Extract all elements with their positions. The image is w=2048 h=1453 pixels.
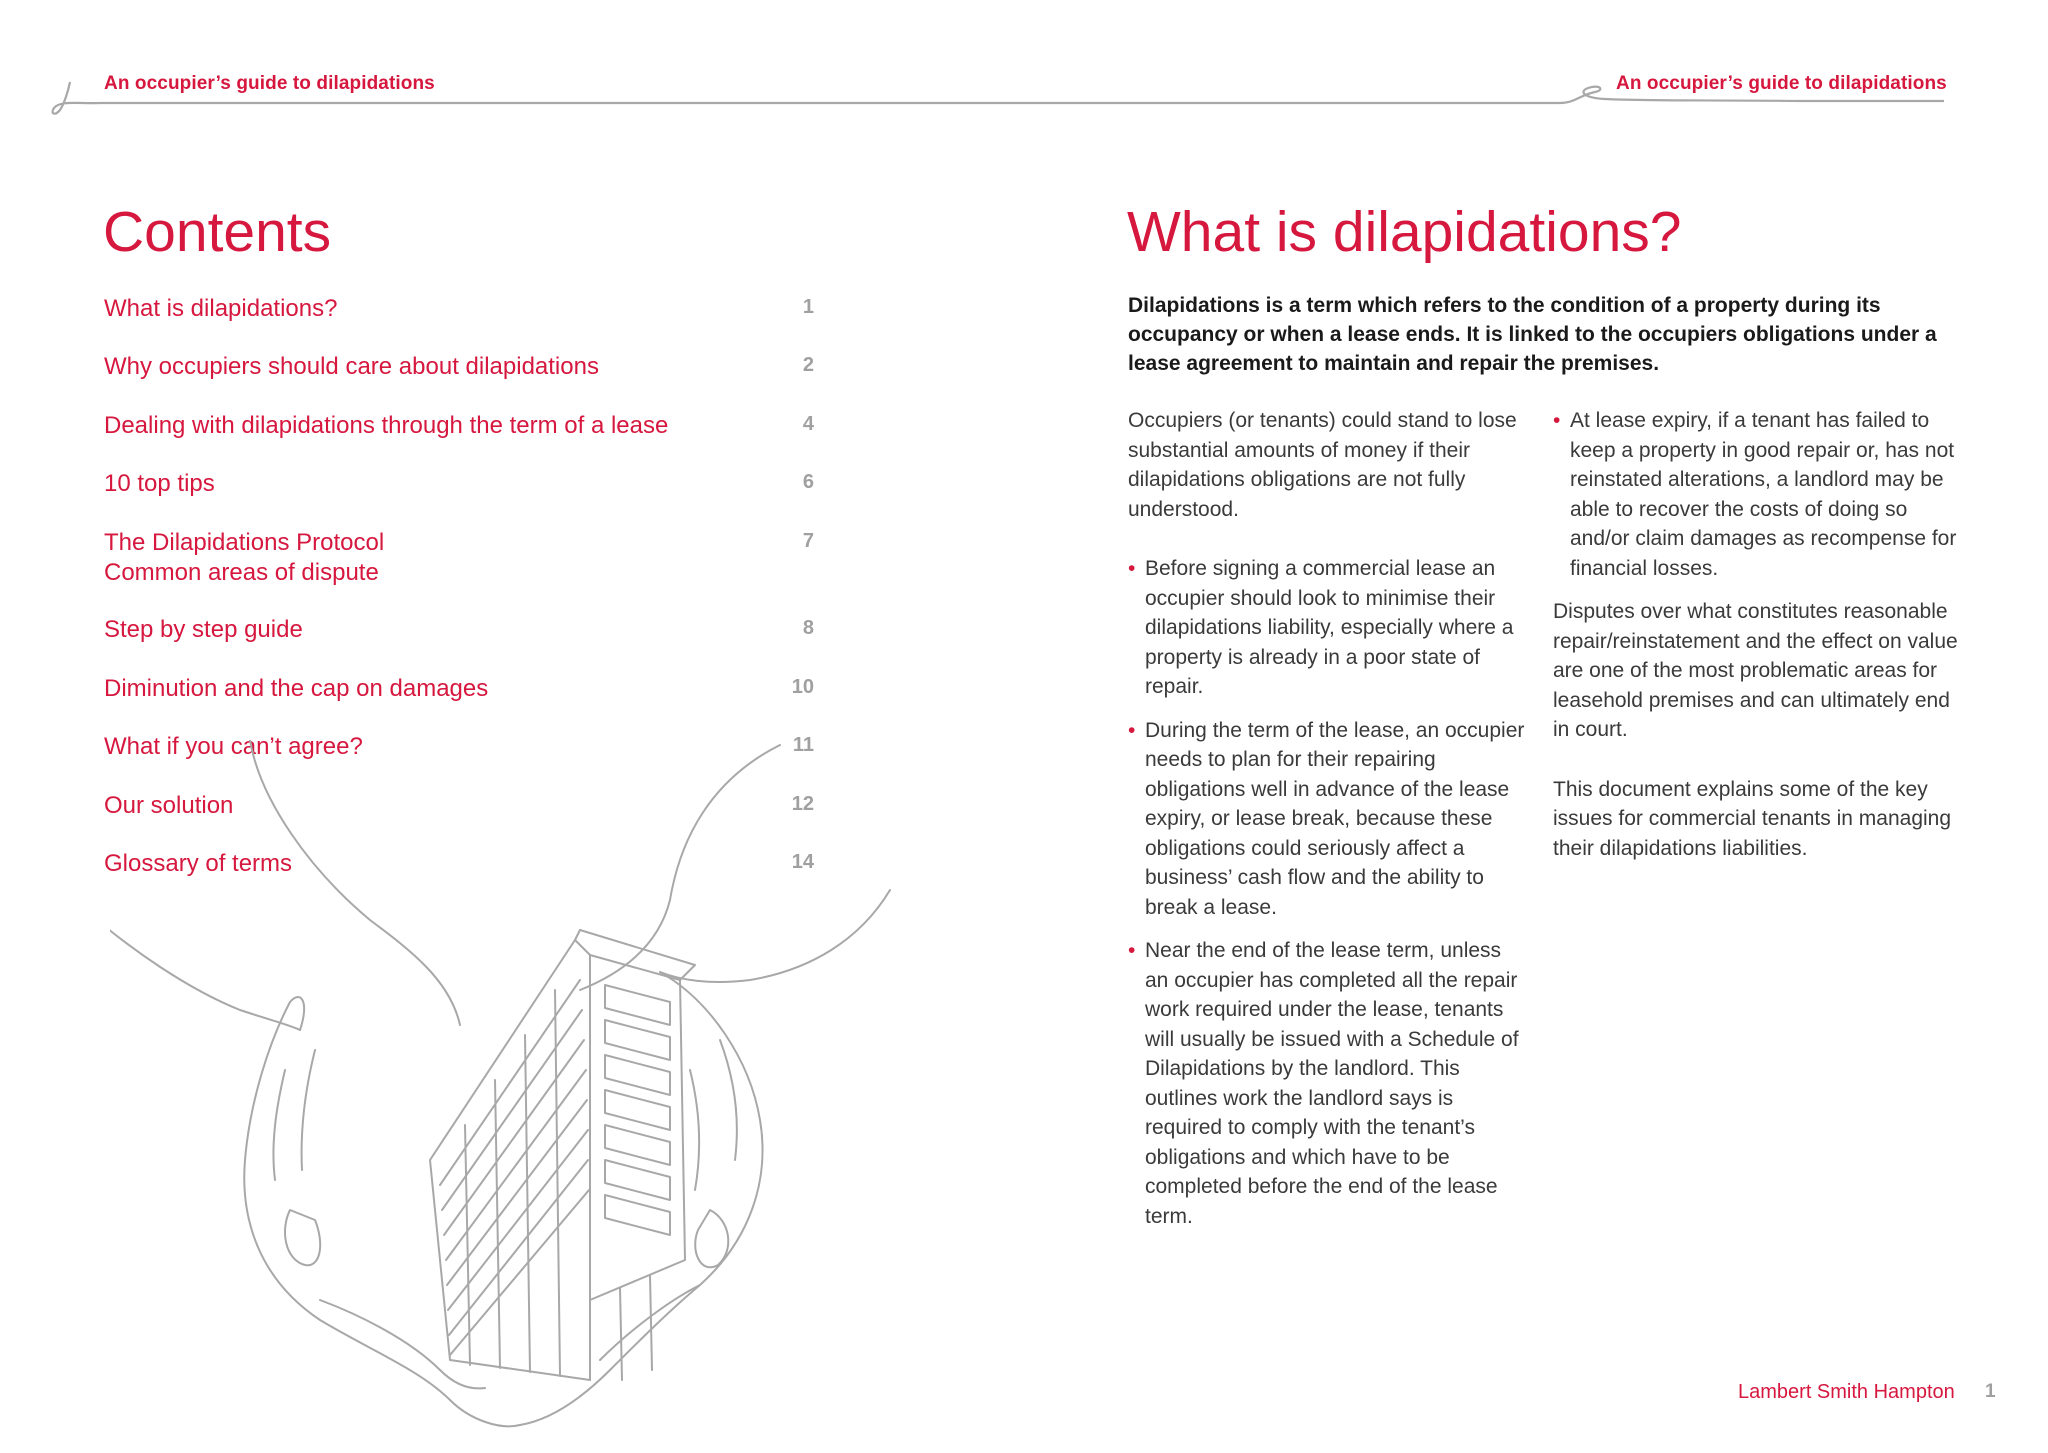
building-floor-lines [440,980,589,1355]
toc-item[interactable] [104,411,814,441]
article-bullet: • At lease expiry, if a tenant has failed to keep a property in good repair or, has not reinstated alterations, a landlord may be able to recover the costs of doing so and/or claim damages as recompense for financial losses. [1553,406,1968,583]
toc-item-page: 1 [802,296,814,318]
right-finger-line [690,1070,699,1190]
toc-item-page: 10 [791,676,814,698]
toc-item-label: Diminution and the cap on damages [104,675,489,702]
toc-item-page: 6 [802,471,814,493]
toc-item[interactable] [104,528,814,588]
footer-page-number: 1 [1985,1381,1996,1402]
header-rule [0,0,2048,140]
article-bullet: • Near the end of the lease term, unless an occupier has completed all the repair work required under the lease, tenants will usually be issued with a Schedule of Dilapidations by the landlord. This outlines work the landlord says is required to comply with the tenant’s obligations and which have to be completed before the end of the lease term. [1128,936,1528,1231]
toc-item-page: 7 [802,530,814,552]
toc-item-label: 10 top tips [104,470,215,497]
toc-item-page: 4 [802,413,814,435]
article-bullet: • Before signing a commercial lease an occupier should look to minimise their dilapidations liability, especially where a property is already in a poor state of repair. [1128,554,1528,702]
left-arm-line [250,740,460,1025]
toc-item-page: 8 [802,617,814,639]
toc-item[interactable] [104,674,814,704]
toc-item-label-secondary: Common areas of dispute [104,559,379,586]
toc-item-label: Why occupiers should care about dilapidations [104,353,599,380]
article-lead: Dilapidations is a term which refers to the condition of a property during its occupancy or when a lease ends. It is linked to the occupiers obligations under a lease agreement to maintain and repair the premises. [1128,294,1937,375]
toc-item-page: 11 [792,734,814,756]
right-forearm-line [660,890,890,982]
toc-item-page: 14 [791,851,814,873]
building-ground-columns [590,1275,652,1380]
toc-item-page: 2 [802,354,814,376]
footer-brand: Lambert Smith Hampton [1738,1381,1955,1403]
toc-item-label: Dealing with dilapidations through the term of a lease [104,412,669,439]
article-bullet: • During the term of the lease, an occupier needs to plan for their repairing obligations well in advance of the lease expiry, or lease break, because these obligations could seriously affect a business’ cash flow and the ability to break a lease. [1128,716,1528,923]
article-paragraph: Disputes over what constitutes reasonable repair/reinstatement and the effect on value are one of the most problematic areas for leasehold premises and can ultimately end in court. [1553,600,1958,741]
header-title-left: An occupier’s guide to dilapidations [104,73,435,94]
building-side-windows [605,985,670,1235]
toc-item-label: Step by step guide [104,616,303,643]
article-paragraph: This document explains some of the key issues for commercial tenants in managing their dilapidations liabilities. [1553,777,1952,860]
article-column-2 [1553,406,1968,893]
article-intro: Occupiers (or tenants) could stand to lose substantial amounts of money if their dilapidations obligations are not fully understood. [1128,409,1517,521]
toc-item[interactable] [104,352,814,382]
left-finger-line [273,1070,285,1180]
toc-item[interactable] [104,615,814,645]
toc-item-label: Our solution [104,792,234,819]
toc-item[interactable] [104,294,814,324]
toc-item-page: 12 [791,793,814,815]
left-finger-line [302,1050,315,1170]
left-thumb [285,1210,320,1265]
left-forearm-line [110,905,300,1030]
article-column-1 [1128,406,1528,1245]
right-arm-line [580,745,780,990]
header-title-right: An occupier’s guide to dilapidations [1616,73,1947,94]
article-title: What is dilapidations? [1127,200,1682,264]
hands-building-illustration [110,740,910,1430]
contents-title: Contents [103,200,332,264]
toc-item-label: Glossary of terms [104,850,293,877]
right-thumb [695,1210,728,1267]
left-hand-outline [244,997,520,1426]
toc-item-label: What if you can’t agree? [104,733,363,760]
toc-item[interactable] [104,469,814,499]
toc-item-label: The Dilapidations Protocol [104,529,385,556]
right-finger-line [720,1040,737,1160]
toc-item-label: What is dilapidations? [104,295,338,322]
